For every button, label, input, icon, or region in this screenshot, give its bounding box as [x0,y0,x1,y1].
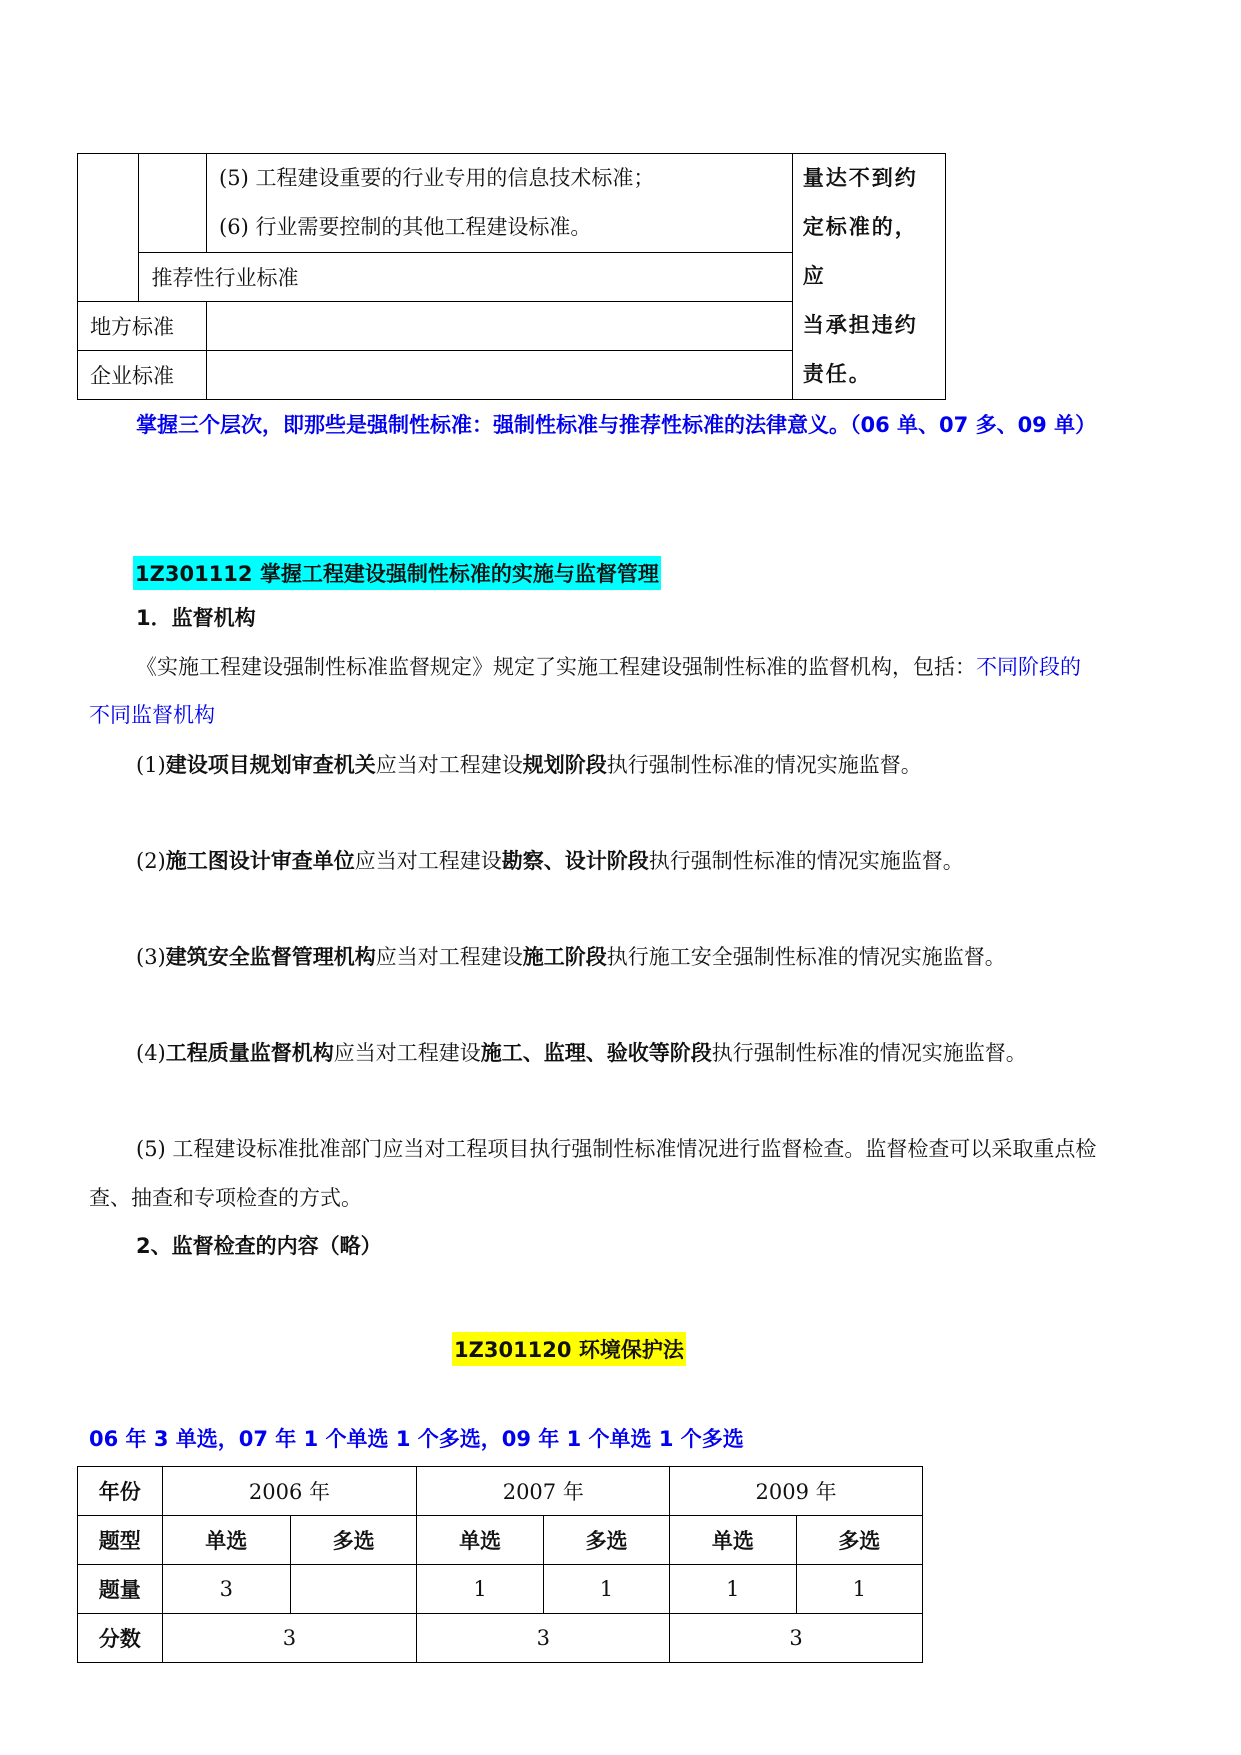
point-bold: 施工图设计审查单位 [165,849,355,873]
row-label-score: 分数 [78,1614,163,1663]
point-bold: 建筑安全监督管理机构 [165,945,376,969]
right-note-line: 定标准的，应 [802,215,918,288]
right-note-line: 量达不到约 [802,166,918,190]
year-header: 2007 年 [417,1467,670,1516]
intro-highlight-continued: 不同监督机构 [89,703,215,727]
local-standard-label: 地方标准 [78,302,207,351]
point-number: (2) [136,849,166,873]
point-5-line-2: 查、抽查和专项检查的方式。 [89,1186,362,1210]
type-cell: 单选 [162,1516,290,1565]
right-note-cell [792,154,945,400]
type-cell: 单选 [417,1516,543,1565]
point-text: 执行施工安全强制性标准的情况实施监督。 [606,945,1006,969]
table-text: (6) 行业需要控制的其他工程建设标准。 [219,215,592,239]
table-text: (5) 工程建设重要的行业专用的信息技术标准； [219,166,655,190]
point-3 [136,944,1006,970]
count-cell: 1 [543,1565,669,1614]
count-cell: 1 [670,1565,796,1614]
exam-stat-table [77,1466,923,1663]
point-2 [136,848,964,874]
year-header: 2009 年 [670,1467,923,1516]
section-heading: 1Z301112 掌握工程建设强制性标准的实施与监督管理 [133,556,661,590]
section-heading: 1Z301120 环境保护法 [452,1332,686,1366]
count-cell: 1 [796,1565,922,1614]
row-label-count: 题量 [78,1565,163,1614]
table-cell-empty [78,154,139,302]
intro-text: 《实施工程建设强制性标准监督规定》规定了实施工程建设强制性标准的监督机构，包括： [136,655,976,679]
standards-table [77,153,946,400]
score-cell: 3 [417,1614,670,1663]
table-cell-empty [139,154,207,253]
point-text: 执行强制性标准的情况实施监督。 [711,1041,1027,1065]
row-label-type: 题型 [78,1516,163,1565]
point-bold: 工程质量监督机构 [165,1041,334,1065]
point-bold: 建设项目规划审查机关 [165,753,376,777]
point-text: 应当对工程建设 [333,1041,481,1065]
type-cell: 多选 [290,1516,416,1565]
type-cell: 多选 [796,1516,922,1565]
row-label-year: 年份 [78,1467,163,1516]
point-text: 应当对工程建设 [354,849,502,873]
point-bold: 施工、监理、验收等阶段 [480,1041,712,1065]
right-note-line: 责任。 [802,362,872,386]
score-cell: 3 [162,1614,417,1663]
exam-summary: 06 年 3 单选，07 年 1 个单选 1 个多选，09 年 1 个单选 1 个多选 [89,1427,744,1451]
intro-paragraph [136,654,1081,680]
point-bold: 勘察、设计阶段 [501,849,649,873]
point-bold: 施工阶段 [522,945,607,969]
item-title: 1．监督机构 [136,606,256,630]
count-cell: 3 [162,1565,290,1614]
type-cell: 单选 [670,1516,796,1565]
point-number: (1) [136,753,166,777]
right-note-line: 当承担违约 [802,313,918,337]
count-cell [290,1565,416,1614]
point-bold: 规划阶段 [522,753,607,777]
table-cell-empty [207,351,793,400]
year-header: 2006 年 [162,1467,417,1516]
point-text: 执行强制性标准的情况实施监督。 [648,849,964,873]
note-levels: 掌握三个层次，即那些是强制性标准：强制性标准与推荐性标准的法律意义。（06 单、07 多、09 单） [136,413,1097,437]
point-number: (3) [136,945,166,969]
count-cell: 1 [417,1565,543,1614]
recommended-industry-label: 推荐性行业标准 [139,253,792,302]
item-title: 2、监督检查的内容（略） [136,1234,382,1258]
score-cell: 3 [670,1614,923,1663]
point-5-line-1: (5) 工程建设标准批准部门应当对工程项目执行强制性标准情况进行监督检查。监督检查可以采取重点检 [136,1137,1097,1161]
intro-highlight: 不同阶段的 [976,655,1081,679]
point-text: 执行强制性标准的情况实施监督。 [606,753,922,777]
point-1 [136,752,922,778]
point-4 [136,1040,1027,1066]
point-text: 应当对工程建设 [375,753,523,777]
point-text: 应当对工程建设 [375,945,523,969]
type-cell: 多选 [543,1516,669,1565]
enterprise-standard-label: 企业标准 [78,351,207,400]
table-cell-empty [207,302,793,351]
point-number: (4) [136,1041,166,1065]
